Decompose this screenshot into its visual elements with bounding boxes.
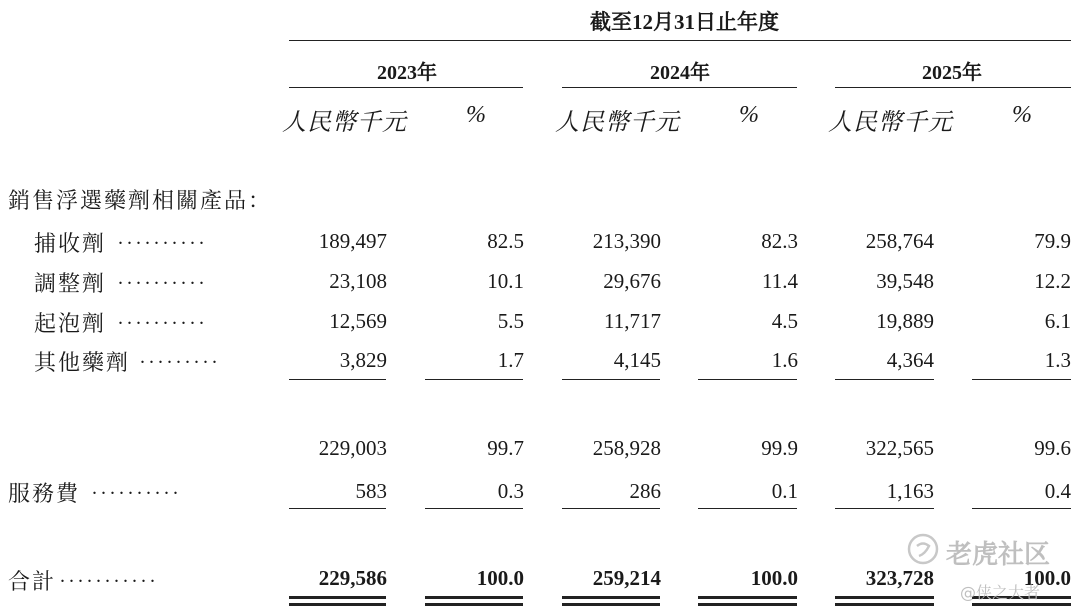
double-rule — [425, 596, 523, 599]
cell-2024-pct: 82.3 — [761, 229, 798, 253]
total-2023-amount: 229,586 — [318, 566, 387, 590]
cell-2024-amount: 29,676 — [603, 269, 661, 293]
watermark-logo-icon — [906, 532, 940, 566]
row-label-other-reagents: 其他藥劑 — [34, 350, 131, 375]
unit-pct-2023: % — [466, 102, 487, 128]
double-rule — [835, 603, 934, 606]
cell-2025-pct: 6.1 — [1044, 309, 1071, 333]
cell-2024-amount: 11,717 — [604, 309, 661, 333]
total-2025-amount: 323,728 — [865, 566, 934, 590]
row-label-frother: 起泡劑 — [34, 311, 107, 336]
service-2023-pct: 0.3 — [497, 479, 524, 503]
row-label-service-fee: 服務費 — [8, 481, 81, 506]
subtotal-2024-pct: 99.9 — [761, 436, 798, 460]
cell-2025-amount: 258,764 — [865, 229, 934, 253]
cell-2023-amount: 12,569 — [329, 309, 387, 333]
service-2024-pct: 0.1 — [771, 479, 798, 503]
service-2025-amount: 1,163 — [886, 479, 934, 503]
subtotal-2024-amount: 258,928 — [592, 436, 661, 460]
service-2025-pct: 0.4 — [1044, 479, 1071, 503]
total-rule — [562, 508, 660, 509]
cell-2025-amount: 39,548 — [876, 269, 934, 293]
subtotal-rule — [289, 379, 386, 380]
double-rule — [562, 603, 660, 606]
unit-rmb-2025: 人民幣千元 — [828, 110, 953, 136]
leader-dots: .......... — [92, 477, 182, 499]
table-header-title: 截至12月31日止年度 — [590, 10, 779, 34]
subtotal-2025-amount: 322,565 — [865, 436, 934, 460]
total-2024-amount: 259,214 — [592, 566, 661, 590]
unit-pct-2024: % — [739, 102, 760, 128]
cell-2024-pct: 11.4 — [762, 269, 798, 293]
unit-rmb-2023: 人民幣千元 — [282, 110, 407, 136]
cell-2023-pct: 1.7 — [497, 348, 524, 372]
total-2024-pct: 100.0 — [750, 566, 798, 590]
watermark-user: @侠之大者 — [960, 583, 1041, 602]
subtotal-2025-pct: 99.6 — [1034, 436, 1071, 460]
year-divider-2023 — [289, 87, 523, 88]
header-divider — [289, 40, 1071, 41]
cell-2023-amount: 23,108 — [329, 269, 387, 293]
row-label-regulator: 調整劑 — [34, 271, 107, 296]
total-2023-pct: 100.0 — [476, 566, 524, 590]
cell-2024-pct: 1.6 — [771, 348, 798, 372]
leader-dots: ........... — [60, 565, 159, 587]
total-rule — [698, 508, 797, 509]
subtotal-rule — [972, 379, 1071, 380]
unit-rmb-2024: 人民幣千元 — [555, 110, 680, 136]
subtotal-2023-pct: 99.7 — [487, 436, 524, 460]
cell-2025-amount: 19,889 — [876, 309, 934, 333]
leader-dots: .......... — [118, 227, 208, 249]
double-rule — [289, 603, 386, 606]
row-label-total: 合計 — [8, 569, 57, 594]
cell-2024-amount: 4,145 — [613, 348, 661, 372]
double-rule — [835, 596, 934, 599]
subtotal-rule — [698, 379, 797, 380]
leader-dots: .......... — [118, 307, 208, 329]
year-divider-2024 — [562, 87, 797, 88]
cell-2023-pct: 5.5 — [497, 309, 524, 333]
cell-2025-amount: 4,364 — [886, 348, 934, 372]
cell-2024-amount: 213,390 — [592, 229, 661, 253]
double-rule — [698, 596, 797, 599]
row-label-collector: 捕收劑 — [34, 231, 107, 256]
total-rule — [289, 508, 386, 509]
subtotal-rule — [835, 379, 934, 380]
total-rule — [425, 508, 523, 509]
total-2025-pct: 100.0 — [1023, 566, 1071, 590]
double-rule — [562, 596, 660, 599]
cell-2023-pct: 82.5 — [487, 229, 524, 253]
cell-2025-pct: 12.2 — [1034, 269, 1071, 293]
cell-2025-pct: 79.9 — [1034, 229, 1071, 253]
leader-dots: ......... — [140, 346, 221, 368]
double-rule — [972, 603, 1071, 606]
year-2025: 2025年 — [922, 62, 982, 84]
section-title: 銷售浮選藥劑相關產品： — [8, 188, 273, 213]
year-2023: 2023年 — [377, 62, 437, 84]
leader-dots: .......... — [118, 267, 208, 289]
service-2024-amount: 286 — [629, 479, 661, 503]
year-divider-2025 — [835, 87, 1071, 88]
service-2023-amount: 583 — [355, 479, 387, 503]
cell-2025-pct: 1.3 — [1044, 348, 1071, 372]
total-rule — [972, 508, 1071, 509]
total-rule — [835, 508, 934, 509]
watermark-brand: 老虎社区 — [946, 540, 1051, 570]
subtotal-rule — [562, 379, 660, 380]
unit-pct-2025: % — [1012, 102, 1033, 128]
cell-2023-amount: 3,829 — [339, 348, 387, 372]
cell-2023-pct: 10.1 — [487, 269, 524, 293]
cell-2023-amount: 189,497 — [318, 229, 387, 253]
year-2024: 2024年 — [650, 62, 710, 84]
cell-2024-pct: 4.5 — [771, 309, 798, 333]
subtotal-2023-amount: 229,003 — [318, 436, 387, 460]
double-rule — [289, 596, 386, 599]
subtotal-rule — [425, 379, 523, 380]
double-rule — [425, 603, 523, 606]
double-rule — [698, 603, 797, 606]
